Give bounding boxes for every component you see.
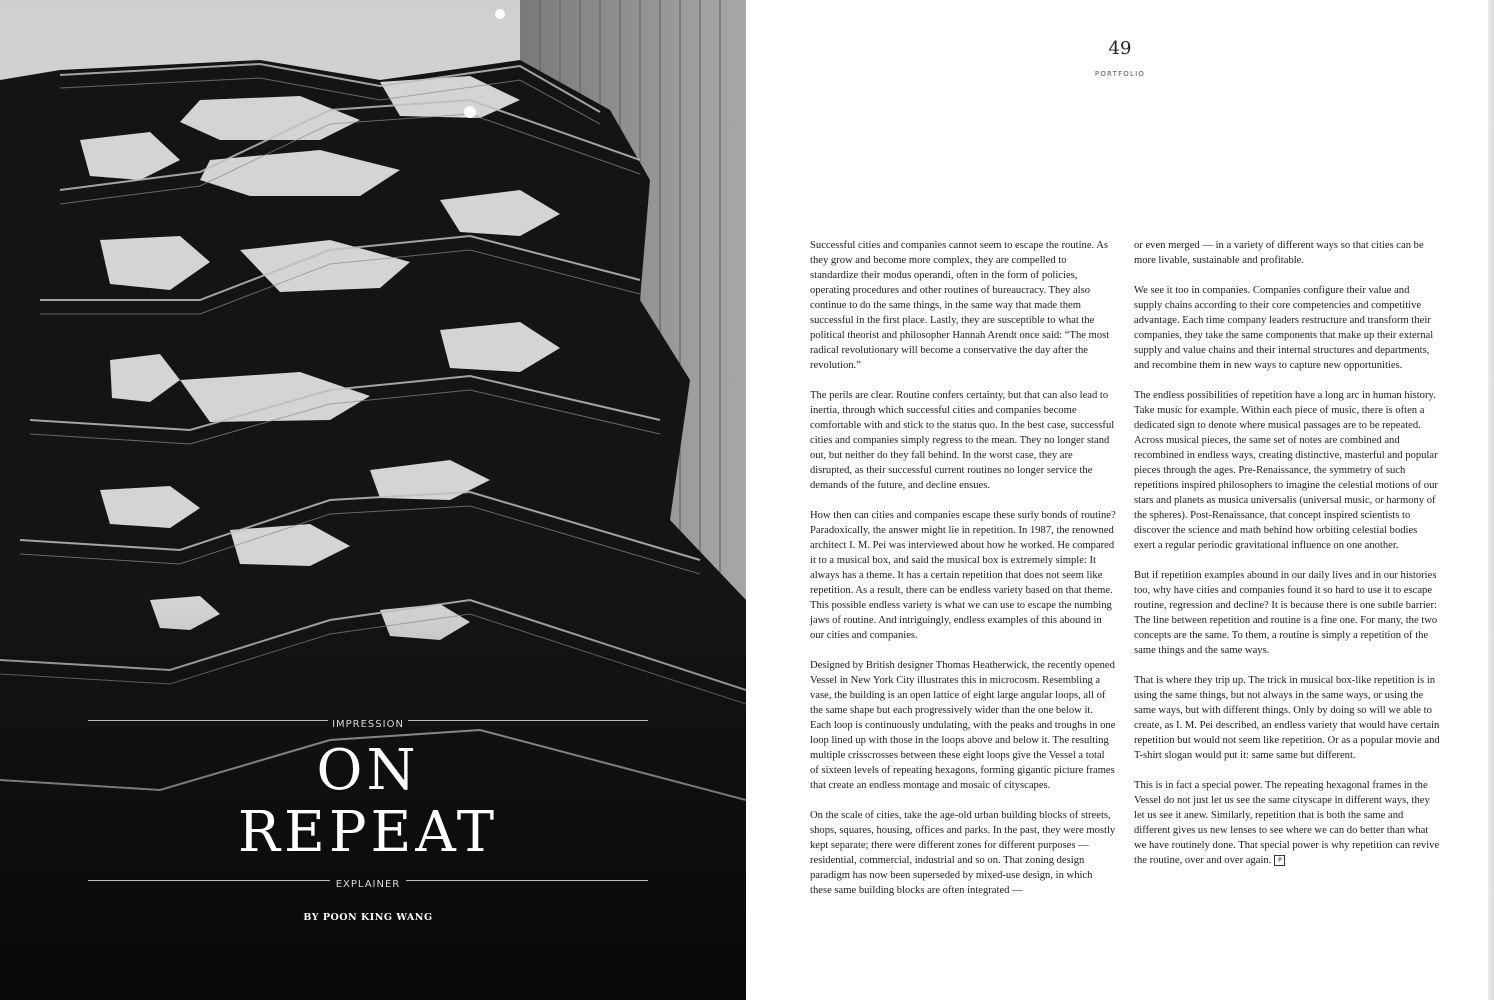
- page-number: 49: [1108, 38, 1132, 59]
- paragraph: The endless possibilities of repetition have a long arc in human history. Take music for example. Within each piece of music, there is often a dedicated sign to denote where musical passages are to be repeated. Across musical pieces, the same set of notes are combined and recombined in endless ways, creating distinctive, masterful and popular pieces through the ages. Pre-Renaissance, the symmetry of such repetitions inspired philosophers to imagine the celestial motions of our stars and planets as musica universalis (universal music, or harmony of the spheres). Post-Renaissance, that concept inspired scientists to discover the science and math behind how orbiting celestial bodies exert a regular periodic gravitational influence on one another.: [1134, 390, 1438, 551]
- headline-title: [88, 740, 648, 864]
- cover-photo: [0, 0, 746, 1000]
- subtitle-rule: [88, 872, 648, 890]
- byline: BY POON KING WANG: [303, 912, 433, 923]
- paragraph: But if repetition examples abound in our daily lives and in our histories too, why have cities and companies found it so hard to use it to escape routine, regression and decline? It is because there is one subtle barrier: The line between repetition and routine is a fine one. For many, the two concepts are the same. To them, a routine is simply a repetition of the same things and the same ways.: [1134, 570, 1438, 656]
- paragraph: On the scale of cities, take the age-old urban building blocks of streets, shops, squares, housing, offices and parks. In the past, they were mostly kept separate; there were different zones for different purposes — residential, commercial, industrial and so on. That zoning design paradigm has now been superseded by mixed-use design, in which these same building blocks are often integrated —: [810, 810, 1116, 896]
- kicker-rule: [88, 712, 648, 730]
- paragraph: That is where they trip up. The trick in musical box-like repetition is in using the same things, but not always in the same ways, or using the same ways, but with different things. Only by doing so will we able to create, as I. M. Pei described, an endless variety that would have certain repetition but would not seem like repetition. Or as a popular movie and T-shirt slogan would put it: same same but different.: [1134, 675, 1440, 761]
- article-column-right: [1134, 238, 1440, 883]
- paragraph: Successful cities and companies cannot seem to escape the routine. As they grow and become more complex, they are compelled to standardize their modus operandi, often in the form of policies, operating procedures and other routines of bureaucracy. They also continue to do the same things, in the same way that made them successful in the first place. Lastly, they are susceptible to what the political theorist and philosopher Hannah Arendt once said: “The most radical revolutionary will become a conservative the day after the revolution.”: [810, 240, 1110, 371]
- paragraph: or even merged — in a variety of different ways so that cities can be more livable, sustainable and profitable.: [1134, 240, 1424, 266]
- headline-block: [88, 712, 648, 923]
- page-edge: [1488, 0, 1494, 1000]
- section-label: PORTFOLIO: [1094, 70, 1146, 78]
- paragraph: The perils are clear. Routine confers certainty, but that can also lead to inertia, through which successful cities and companies become comfortable with and stick to the status quo. In the best case, successful cities and companies simply regress to the mean. They no longer stand out, but neither do they fall behind. In the worst case, they are disrupted, as their successful current routines no longer service the demands of the future, and decline ensues.: [810, 390, 1115, 491]
- end-mark-icon: P: [1274, 855, 1285, 866]
- subtitle-label: EXPLAINER: [335, 879, 401, 890]
- paragraph: Designed by British designer Thomas Heatherwick, the recently opened Vessel in New York City illustrates this in microcosm. Resembling a vase, the building is an open lattice of eight large angular loops, all of the same shape but each progressively wider than the one below it. Each loop is continuously undulating, with the peaks and troughs in one loop lined up with those in the loops above and below it. The resulting multiple crisscrosses between these eight loops give the Vessel a total of sixteen levels of repeating hexagons, forming gigantic picture frames that create an endless montage and mosaic of cityscapes.: [810, 660, 1116, 791]
- paragraph: We see it too in companies. Companies configure their value and supply chains according to their core competencies and competitive advantage. Each time company leaders restructure and transform their companies, they take the same components that make up their external supply and value chains and their internal structures and departments, and recombine them in new ways to capture new opportunities.: [1134, 285, 1434, 371]
- paragraph: How then can cities and companies escape these surly bonds of routine? Paradoxically, the answer might lie in repetition. In 1987, the renowned architect I. M. Pei was interviewed about how he worked. He compared it to a musical box, and said the musical box is extremely simple: It always has a theme. It has a certain repetition that does not seem like repetition. As a result, there can be endless variety based on that theme. This possible endless variety is what we can use to escape the numbing jaws of routine. And intriguingly, endless examples of this abound in our cities and companies.: [810, 510, 1116, 641]
- article-column-left: [810, 238, 1116, 913]
- kicker-label: IMPRESSION: [332, 719, 404, 730]
- article-page: [746, 0, 1494, 1000]
- paragraph-text: This is in fact a special power. The repeating hexagonal frames in the Vessel do not just let us see the same cityscape in different ways, they let us see it anew. Similarly, repetition that is both the same and different gives us new lenses to see where we can do better than what we have routinely done. That special power is why repetition can revive the routine, over and over again.: [1134, 780, 1440, 866]
- headline-title-line1: ON: [316, 738, 420, 803]
- headline-title-line2: REPEAT: [237, 800, 499, 865]
- last-paragraph: [1134, 778, 1440, 868]
